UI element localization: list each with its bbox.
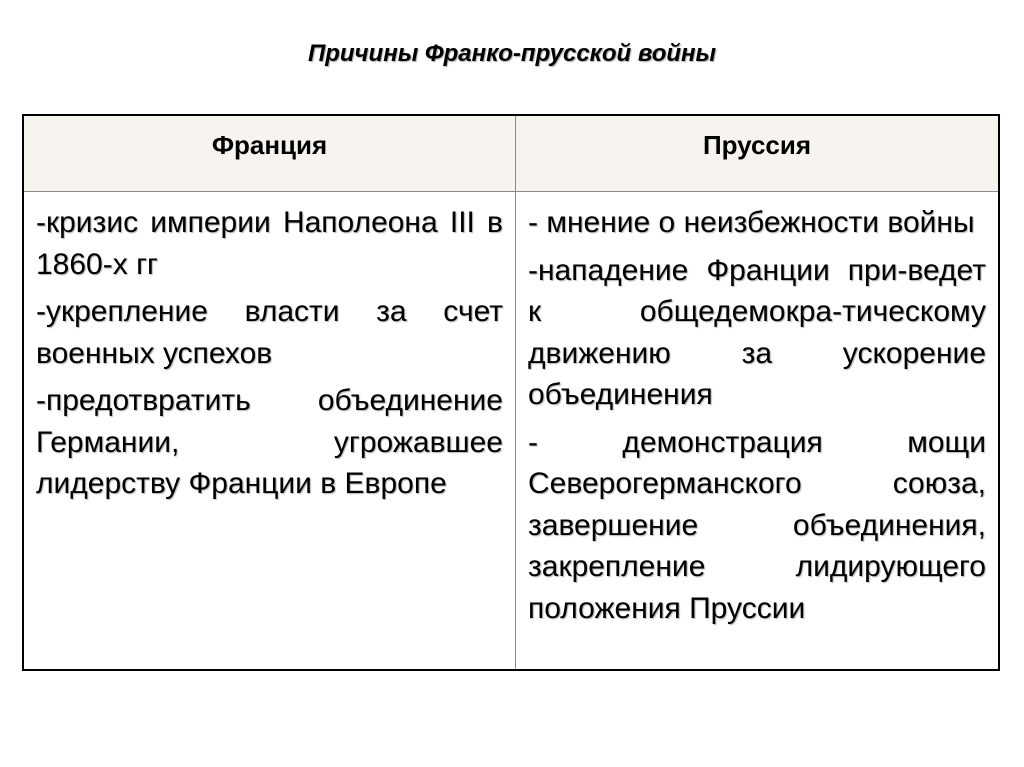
france-causes-cell [24, 192, 516, 669]
france-cause-1: -кризис империи Наполеона III в 1860-х гг [36, 206, 503, 281]
header-prussia: Пруссия [516, 116, 998, 192]
france-cause-2: -укрепление власти за счет военных успехов [36, 295, 503, 370]
prussia-cause-2: -нападение Франции при-ведет к общедемокра-тическому движению за ускорение объединения [528, 253, 986, 411]
prussia-causes-cell [516, 192, 998, 669]
causes-table [22, 114, 1000, 671]
prussia-cause-1: - мнение о неизбежности войны [528, 206, 975, 239]
france-cause-3: -предотвратить объединение Германии, угрожавшее лидерству Франции в Европе [36, 384, 503, 500]
slide-title: Причины Франко-прусской войны [307, 40, 717, 67]
header-france: Франция [24, 116, 516, 192]
prussia-cause-3: - демонстрация мощи Северогерманского союза, завершение объединения, закрепление лидирующего положения Пруссии [528, 425, 986, 625]
